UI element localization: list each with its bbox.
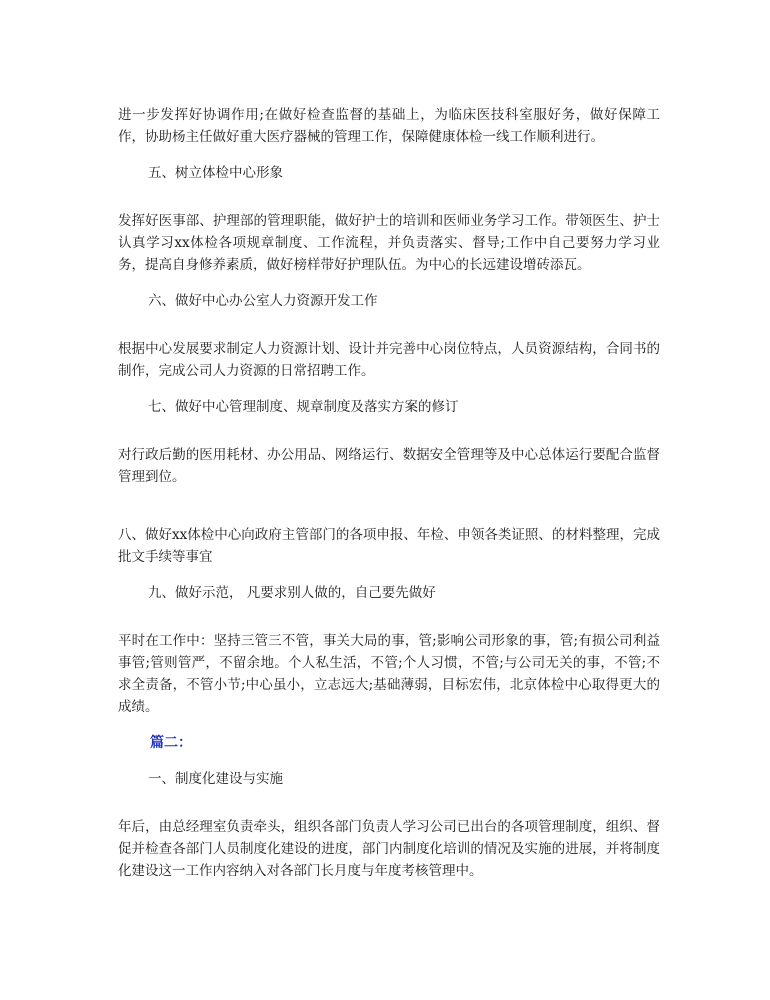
paragraph: 发挥好医事部、护理部的管理职能，做好护士的培训和医师业务学习工作。带领医生、护士认真学习xx体检各项规章制度、工作流程，并负责落实、督导;工作中自己要努力学习业务，提高自身修养素质，做好榜样带好护理队伍。为中心的长远建设增砖添瓦。 (118, 213, 660, 273)
paragraph: 年后，由总经理室负责牵头，组织各部门负责人学习公司已出台的各项管理制度，组织、督促并检查各部门人员制度化建设的进度，部门内制度化培训的情况及实施的进展，并将制度化建设这一工作内容纳入对各部门长月度与年度考核管理中。 (118, 819, 660, 879)
section-heading: 五、树立体检中心形象 (148, 165, 283, 181)
part-title: 篇二： (150, 735, 192, 751)
section-heading: 九、做好示范， 凡要求别人做的，自己要先做好 (148, 585, 436, 601)
paragraph: 对行政后勤的医用耗材、办公用品、网络运行、数据安全管理等及中心总体运行要配合监督管理到位。 (118, 447, 660, 485)
paragraph: 进一步发挥好协调作用;在做好检查监督的基础上，为临床医技科室服好务，做好保障工作，协助杨主任做好重大医疗器械的管理工作，保障健康体检一线工作顺利进行。 (118, 107, 660, 145)
paragraph: 八、做好xx体检中心向政府主管部门的各项申报、年检、申领各类证照、的材料整理，完成批文手续等事宜 (118, 527, 660, 565)
paragraph: 根据中心发展要求制定人力资源计划、设计并完善中心岗位特点，人员资源结构，合同书的制作，完成公司人力资源的日常招聘工作。 (118, 341, 660, 379)
section-heading: 一、制度化建设与实施 (148, 771, 283, 787)
paragraph: 平时在工作中：坚持三管三不管，事关大局的事，管;影响公司形象的事，管;有损公司利益事管;管则管严，不留余地。个人私生活，不管;个人习惯，不管;与公司无关的事，不管;不求全责备，不管小节;中心虽小，立志远大;基础薄弱，目标宏伟，北京体检中心取得更大的成绩。 (118, 633, 660, 715)
section-heading: 六、做好中心办公室人力资源开发工作 (148, 293, 378, 309)
section-heading: 七、做好中心管理制度、规章制度及落实方案的修订 (148, 399, 459, 415)
document-body (118, 104, 660, 882)
